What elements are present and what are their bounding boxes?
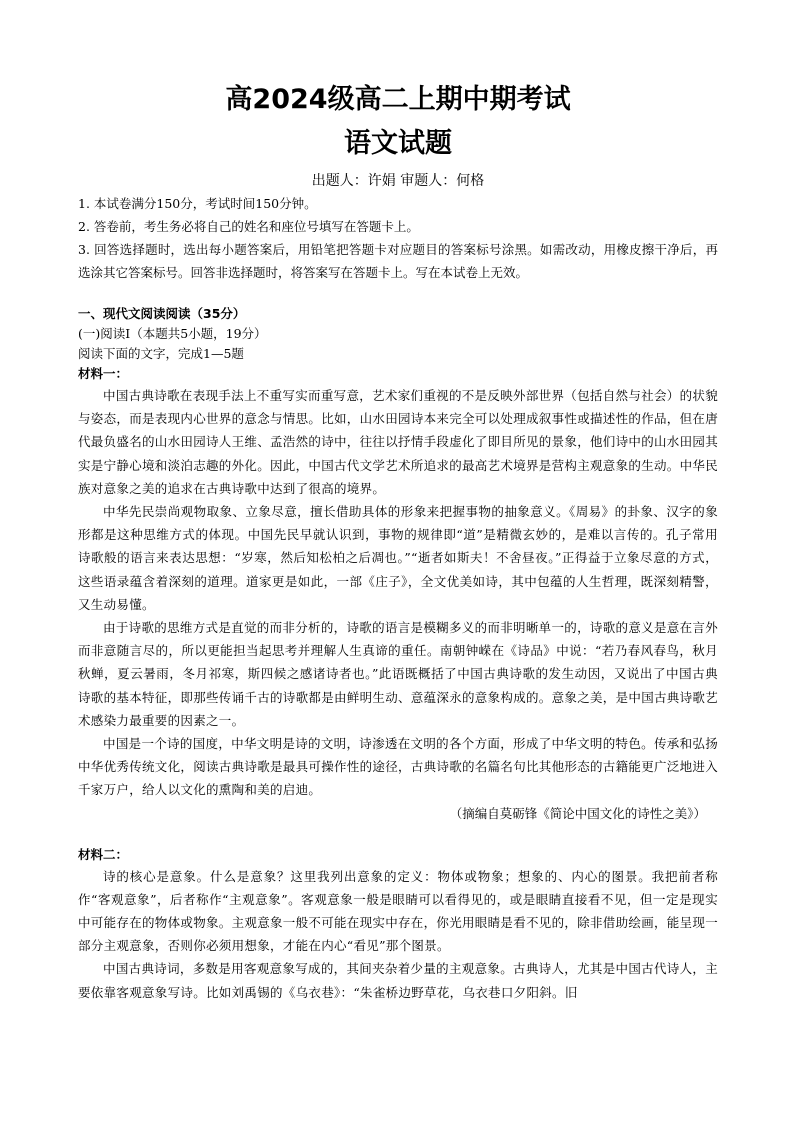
instruction-item: 1. 本试卷满分150分，考试时间150分钟。 <box>78 196 317 211</box>
material1-paragraph: 由于诗歌的思维方式是直觉的而非分析的，诗歌的语言是模糊多义的而非明晰单一的，诗歌的意义是意在言外而非意随言尽的，所以更能担当起思考并理解人生真谛的重任。南朝钟嵘在《诗品》中说：“若乃春风春鸟，秋月秋蝉，夏云暑雨，冬月祁寒，斯四候之感诸诗者也。”此语既概括了中国古典诗歌的发生动因，又说出了中国古典诗歌的基本特征，即那些传诵千古的诗歌都是由鲜明生动、意蕴深永的意象构成的。意象之美，是中国古典诗歌艺术感染力最重要的因素之一。 <box>78 620 719 728</box>
exam-authors: 出题人：许娟 审题人：何格 <box>311 173 485 189</box>
material1-label: 材料一： <box>78 366 129 381</box>
instruction-item: 2. 答卷前，考生务必将自己的姓名和座位号填写在答题卡上。 <box>78 219 419 234</box>
section-heading: 一、现代文阅读阅读（35分） <box>78 306 246 321</box>
section-subheading: (一)阅读I（本题共5小题，19分） <box>78 326 267 341</box>
instruction-item: 3. 回答选择题时，选出每小题答案后，用铅笔把答题卡对应题目的答案标号涂黑。如需改动，用橡皮擦干净后，再选涂其它答案标号。回答非选择题时，将答案写在答题卡上。写在本试卷上无效。 <box>78 242 718 280</box>
material2-paragraph: 中国古典诗词，多数是用客观意象写成的，其间夹杂着少量的主观意象。古典诗人，尤其是中国古代诗人，主要依靠客观意象写诗。比如刘禹锡的《乌衣巷》：“朱雀桥边野草花，乌衣巷口夕阳斜。旧 <box>78 961 718 1000</box>
material2-paragraph: 诗的核心是意象。什么是意象？这里我列出意象的定义：物体或物象；想象的、内心的图景。我把前者称作“客观意象”，后者称作“主观意象”。客观意象一般是眼睛可以看得见的，或是眼睛直接看不见，但一定是现实中可能存在的物体或物象。主观意象一般不可能在现实中存在，你光用眼睛是看不见的，除非借助绘画，能呈现一部分主观意象，否则你必须用想象，才能在内心“看见”那个图景。 <box>78 868 719 954</box>
exam-instructions <box>78 192 718 284</box>
material1-paragraph: 中国是一个诗的国度，中华文明是诗的文明，诗渗透在文明的各个方面，形成了中华文明的特色。传承和弘扬中华优秀传统文化，阅读古典诗歌是最具可操作性的途径，古典诗歌的名篇名句比其他形态的古籍能更广泛地进入千家万户，给人以文化的熏陶和美的启迪。 <box>78 736 719 798</box>
material1-paragraph: 中华先民崇尚观物取象、立象尽意，擅长借助具体的形象来把握事物的抽象意义。《周易》的卦象、汉字的象形都是这种思维方式的体现。中国先民早就认识到，事物的规律即“道”是精微玄妙的，是难以言传的。孔子常用诗歌般的语言来表达思想：“岁寒，然后知松柏之后凋也。”“逝者如斯夫！不舍昼夜。”正得益于立象尽意的方式，这些语录蕴含着深刻的道理。道家更是如此，一部《庄子》，全文优美如诗，其中包蕴的人生哲理，既深刻精警，又生动易懂。 <box>78 504 718 612</box>
reading-prompt: 阅读下面的文字，完成1—5题 <box>78 346 244 361</box>
exam-page <box>78 80 718 1004</box>
material1-source: （摘编自莫砺锋《简论中国文化的诗性之美》） <box>449 805 706 821</box>
material1-paragraph: 中国古典诗歌在表现手法上不重写实而重写意，艺术家们重视的不是反映外部世界（包括自然与社会）的状貌与姿态，而是表现内心世界的意念与情思。比如，山水田园诗本来完全可以处理成叙事性或描述性的作品，但在唐代最负盛名的山水田园诗人王维、孟浩然的诗中，往往以抒情手段虚化了即目所见的景象，他们诗中的山水田园其实是宁静心境和淡泊志趣的外化。因此，中国古代文学艺术所追求的最高艺术境界是营构主观意象的生动。中华民族对意象之美的追求在古典诗歌中达到了很高的境界。 <box>78 388 719 496</box>
exam-subject: 语文试题 <box>344 128 452 159</box>
exam-title: 高2024级高二上期中期考试 <box>225 84 571 115</box>
material2-label: 材料二： <box>78 846 129 862</box>
